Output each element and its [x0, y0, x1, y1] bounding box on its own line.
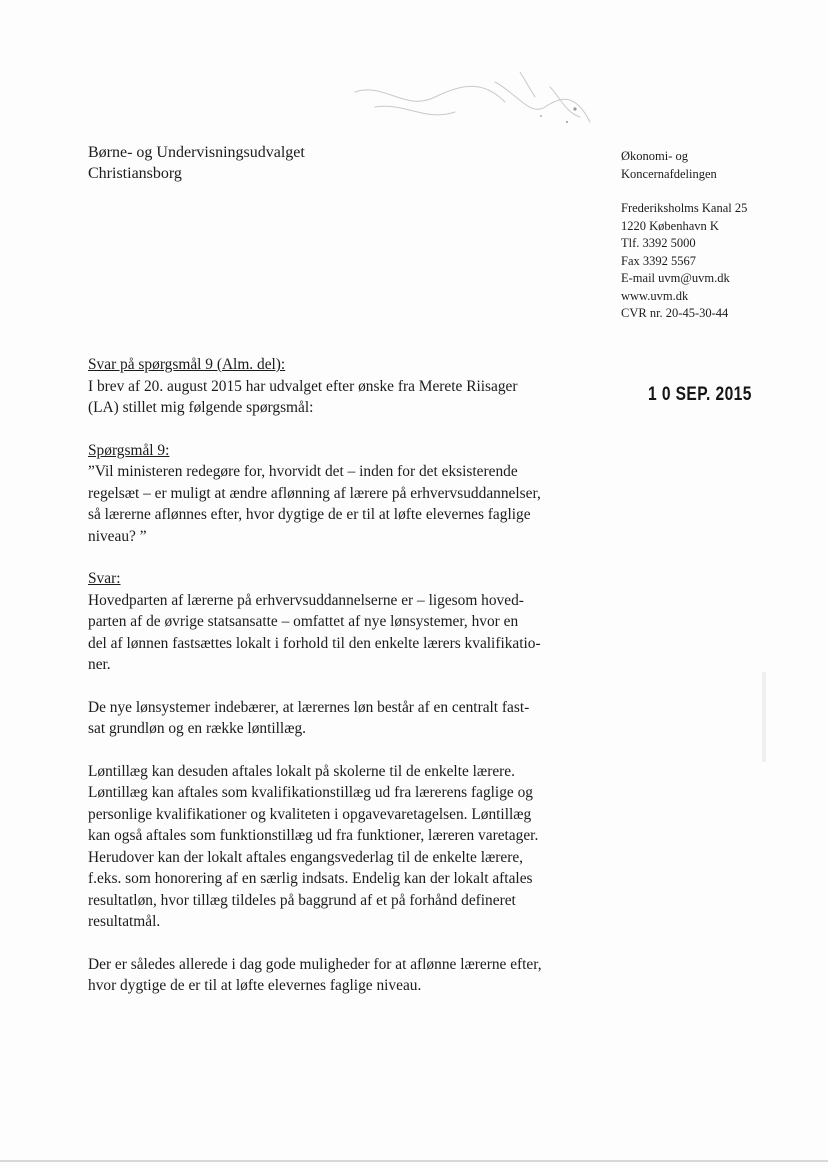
recipient-line-2: Christiansborg	[88, 165, 182, 182]
recipient-address	[88, 142, 305, 184]
paragraph-2-line: De nye lønsystemer indebærer, at lærernes løn består af en centralt fast-	[88, 698, 530, 716]
paragraph-3-line: resultatløn, hvor tillæg tildeles på baggrund af et på forhånd defineret	[88, 891, 516, 909]
paragraph-3-line: Løntillæg kan aftales som kvalifikationstillæg ud fra lærerens faglige og	[88, 784, 533, 801]
sender-address-2: 1220 København K	[621, 218, 719, 233]
sender-department-2: Koncernafdelingen	[621, 166, 717, 181]
sender-block	[621, 148, 747, 323]
recipient-line-1: Børne- og Undervisningsudvalget	[88, 144, 305, 161]
question-line: så lærerne aflønnes efter, hvor dygtige de er til at løfte elevernes faglige	[88, 506, 531, 523]
question-line: regelsæt – er muligt at ændre aflønning af lærere på erhvervsuddannelser,	[88, 484, 541, 502]
scan-artifact	[762, 672, 766, 762]
paragraph-3-line: resultatmål.	[88, 913, 161, 930]
sender-website: www.uvm.dk	[621, 288, 689, 303]
sender-cvr: CVR nr. 20-45-30-44	[621, 306, 729, 320]
intro-line-2: (LA) stillet mig følgende spørgsmål:	[88, 399, 314, 416]
date-stamp: 1 0 SEP. 2015	[648, 384, 752, 405]
paragraph-4-line: hvor dygtige de er til at løfte elevernes faglige niveau.	[88, 977, 422, 994]
answer-label: Svar:	[88, 570, 121, 587]
sender-department-1: Økonomi- og	[621, 149, 689, 163]
paragraph-3-line: f.eks. som honorering af en særlig indsats. Endelig kan der lokalt aftales	[88, 870, 533, 887]
sender-phone: Tlf. 3392 5000	[621, 236, 696, 250]
paragraph-1-line: Hovedparten af lærerne på erhvervsuddannelserne er – ligesom hoved-	[88, 591, 524, 609]
paragraph-3-line: kan også aftales som funktionstillæg ud fra funktioner, læreren varetager.	[88, 827, 539, 844]
letter-heading: Svar på spørgsmål 9 (Alm. del):	[88, 356, 286, 373]
sender-fax: Fax 3392 5567	[621, 253, 696, 268]
page-bottom-edge	[0, 1160, 828, 1162]
intro-line-1: I brev af 20. august 2015 har udvalget efter ønske fra Merete Riisager	[88, 377, 518, 395]
letter-body	[88, 354, 568, 997]
question-line: niveau? ”	[88, 527, 147, 545]
paragraph-3-line: personlige kvalifikationer og kvaliteten i opgavevaretagelsen. Løntillæg	[88, 805, 532, 823]
paragraph-1-line: del af lønnen fastsættes lokalt i forhold til den enkelte lærers kvalifikatio-	[88, 634, 541, 652]
handwritten-signature-mark	[345, 62, 605, 142]
paragraph-1-line: ner.	[88, 656, 111, 673]
paragraph-2-line: sat grundløn og en række løntillæg.	[88, 720, 307, 737]
question-line: ”Vil ministeren redegøre for, hvorvidt det – inden for det eksisterende	[88, 463, 518, 480]
paragraph-4-line: Der er således allerede i dag gode muligheder for at aflønne lærerne efter,	[88, 955, 542, 973]
question-label: Spørgsmål 9:	[88, 441, 170, 459]
paragraph-1-line: parten af de øvrige statsansatte – omfattet af nye lønsystemer, hvor en	[88, 613, 519, 630]
paragraph-3-line: Herudover kan der lokalt aftales engangsvederlag til de enkelte lærere,	[88, 848, 524, 866]
sender-email: E-mail uvm@uvm.dk	[621, 271, 730, 285]
sender-address-1: Frederiksholms Kanal 25	[621, 201, 748, 215]
paragraph-3-line: Løntillæg kan desuden aftales lokalt på skolerne til de enkelte lærere.	[88, 762, 515, 780]
